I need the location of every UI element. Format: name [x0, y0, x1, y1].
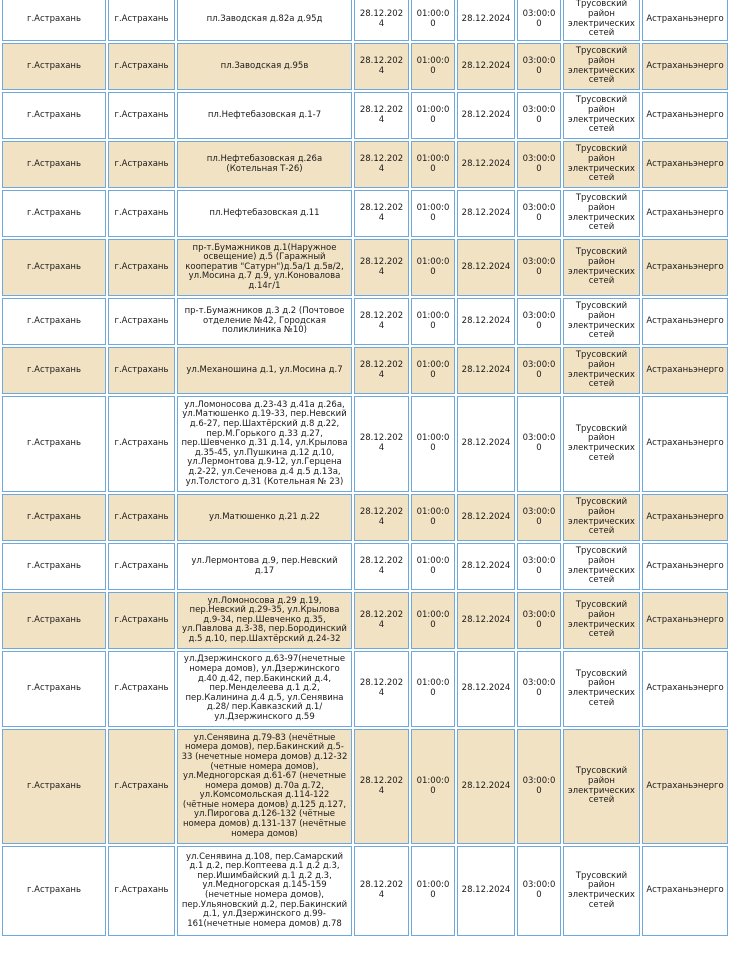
city-cell: г.Астрахань — [2, 298, 106, 345]
start-time-cell: 01:00:00 — [411, 190, 455, 237]
district-cell: Трусовский район электрических сетей — [563, 141, 640, 188]
table-body — [2, 0, 728, 936]
table-row — [2, 43, 728, 90]
start-date-cell: 28.12.2024 — [354, 190, 409, 237]
address-cell: пл.Нефтебазовская д.1-7 — [177, 92, 352, 139]
organization-cell: Астраханьэнерго — [642, 298, 728, 345]
end-date-cell: 28.12.2024 — [457, 43, 515, 90]
start-date-cell: 28.12.2024 — [354, 651, 409, 727]
end-date-cell: 28.12.2024 — [457, 298, 515, 345]
city-cell-2: г.Астрахань — [108, 141, 175, 188]
table-row — [2, 0, 728, 41]
address-cell: пр-т.Бумажников д.1(Наружное освещение) д.5 (Гаражный кооператив "Сатурн")д.5а/1 д.5в/2, ул.Мосина д.7 д.9, ул.Коновалова д.14г/1 — [177, 239, 352, 296]
address-cell: пл.Нефтебазовская д.26а (Котельная Т-26) — [177, 141, 352, 188]
table-row — [2, 846, 728, 936]
address-cell: ул.Ломоносова д.23-43 д.41а д.26а, ул.Матюшенко д.19-33, пер.Невский д.6-27, пер.Шахтёрский д.8 д.22, пер.М.Горького д.33 д.27, пер.Шевченко д.31 д.14, ул.Крылова д.35-45, ул.Пушкина д.12 д.10, ул.Лермонтова д.9-12, ул.Герцена д.2-22, ул.Сеченова д.4 д.5 д.13а, ул.Толстого д.31 (Котельная № 23) — [177, 396, 352, 492]
start-date-cell: 28.12.2024 — [354, 543, 409, 590]
city-cell-2: г.Астрахань — [108, 494, 175, 541]
city-cell-2: г.Астрахань — [108, 543, 175, 590]
organization-cell: Астраханьэнерго — [642, 592, 728, 649]
end-date-cell: 28.12.2024 — [457, 846, 515, 936]
district-cell: Трусовский район электрических сетей — [563, 729, 640, 844]
table-row — [2, 92, 728, 139]
city-cell: г.Астрахань — [2, 592, 106, 649]
city-cell: г.Астрахань — [2, 141, 106, 188]
end-date-cell: 28.12.2024 — [457, 729, 515, 844]
start-date-cell: 28.12.2024 — [354, 347, 409, 394]
table-row — [2, 298, 728, 345]
table-row — [2, 141, 728, 188]
city-cell-2: г.Астрахань — [108, 92, 175, 139]
start-date-cell: 28.12.2024 — [354, 92, 409, 139]
district-cell: Трусовский район электрических сетей — [563, 543, 640, 590]
start-time-cell: 01:00:00 — [411, 651, 455, 727]
end-date-cell: 28.12.2024 — [457, 396, 515, 492]
end-date-cell: 28.12.2024 — [457, 141, 515, 188]
organization-cell: Астраханьэнерго — [642, 651, 728, 727]
organization-cell: Астраханьэнерго — [642, 729, 728, 844]
address-cell: пл.Заводская д.82а д.95д — [177, 0, 352, 41]
start-date-cell: 28.12.2024 — [354, 846, 409, 936]
end-date-cell: 28.12.2024 — [457, 494, 515, 541]
start-date-cell: 28.12.2024 — [354, 494, 409, 541]
city-cell: г.Астрахань — [2, 543, 106, 590]
city-cell: г.Астрахань — [2, 190, 106, 237]
start-time-cell: 01:00:00 — [411, 141, 455, 188]
city-cell-2: г.Астрахань — [108, 396, 175, 492]
start-date-cell: 28.12.2024 — [354, 592, 409, 649]
end-time-cell: 03:00:00 — [517, 494, 561, 541]
start-time-cell: 01:00:00 — [411, 92, 455, 139]
end-time-cell: 03:00:00 — [517, 846, 561, 936]
start-time-cell: 01:00:00 — [411, 347, 455, 394]
district-cell: Трусовский район электрических сетей — [563, 494, 640, 541]
organization-cell: Астраханьэнерго — [642, 239, 728, 296]
organization-cell: Астраханьэнерго — [642, 543, 728, 590]
table-row — [2, 347, 728, 394]
city-cell-2: г.Астрахань — [108, 651, 175, 727]
end-time-cell: 03:00:00 — [517, 43, 561, 90]
address-cell: ул.Матюшенко д.21 д.22 — [177, 494, 352, 541]
end-date-cell: 28.12.2024 — [457, 0, 515, 41]
city-cell-2: г.Астрахань — [108, 298, 175, 345]
address-cell: пл.Нефтебазовская д.11 — [177, 190, 352, 237]
city-cell: г.Астрахань — [2, 239, 106, 296]
city-cell-2: г.Астрахань — [108, 846, 175, 936]
district-cell: Трусовский район электрических сетей — [563, 92, 640, 139]
start-time-cell: 01:00:00 — [411, 494, 455, 541]
end-time-cell: 03:00:00 — [517, 543, 561, 590]
city-cell: г.Астрахань — [2, 494, 106, 541]
start-time-cell: 01:00:00 — [411, 396, 455, 492]
organization-cell: Астраханьэнерго — [642, 494, 728, 541]
start-time-cell: 01:00:00 — [411, 543, 455, 590]
city-cell: г.Астрахань — [2, 729, 106, 844]
end-date-cell: 28.12.2024 — [457, 592, 515, 649]
start-time-cell: 01:00:00 — [411, 729, 455, 844]
address-cell: пр-т.Бумажников д.3 д.2 (Почтовое отделение №42, Городская поликлиника №10) — [177, 298, 352, 345]
address-cell: пл.Заводская д.95в — [177, 43, 352, 90]
end-time-cell: 03:00:00 — [517, 651, 561, 727]
address-cell: ул.Механошина д.1, ул.Мосина д.7 — [177, 347, 352, 394]
end-date-cell: 28.12.2024 — [457, 651, 515, 727]
district-cell: Трусовский район электрических сетей — [563, 298, 640, 345]
end-time-cell: 03:00:00 — [517, 592, 561, 649]
start-date-cell: 28.12.2024 — [354, 0, 409, 41]
start-date-cell: 28.12.2024 — [354, 729, 409, 844]
city-cell-2: г.Астрахань — [108, 592, 175, 649]
district-cell: Трусовский район электрических сетей — [563, 347, 640, 394]
start-time-cell: 01:00:00 — [411, 846, 455, 936]
district-cell: Трусовский район электрических сетей — [563, 43, 640, 90]
start-time-cell: 01:00:00 — [411, 298, 455, 345]
end-time-cell: 03:00:00 — [517, 347, 561, 394]
district-cell: Трусовский район электрических сетей — [563, 846, 640, 936]
start-date-cell: 28.12.2024 — [354, 43, 409, 90]
organization-cell: Астраханьэнерго — [642, 347, 728, 394]
table-row — [2, 190, 728, 237]
organization-cell: Астраханьэнерго — [642, 43, 728, 90]
district-cell: Трусовский район электрических сетей — [563, 396, 640, 492]
city-cell-2: г.Астрахань — [108, 347, 175, 394]
address-cell: ул.Лермонтова д.9, пер.Невский д.17 — [177, 543, 352, 590]
end-time-cell: 03:00:00 — [517, 396, 561, 492]
city-cell: г.Астрахань — [2, 347, 106, 394]
city-cell-2: г.Астрахань — [108, 729, 175, 844]
city-cell-2: г.Астрахань — [108, 190, 175, 237]
organization-cell: Астраханьэнерго — [642, 92, 728, 139]
district-cell: Трусовский район электрических сетей — [563, 239, 640, 296]
end-time-cell: 03:00:00 — [517, 190, 561, 237]
city-cell: г.Астрахань — [2, 846, 106, 936]
organization-cell: Астраханьэнерго — [642, 396, 728, 492]
end-date-cell: 28.12.2024 — [457, 543, 515, 590]
city-cell: г.Астрахань — [2, 0, 106, 41]
end-date-cell: 28.12.2024 — [457, 190, 515, 237]
end-date-cell: 28.12.2024 — [457, 239, 515, 296]
start-time-cell: 01:00:00 — [411, 0, 455, 41]
address-cell: ул.Ломоносова д.29 д.19, пер.Невский д.29-35, ул.Крылова д.9-34, пер.Шевченко д.35, ул.Павлова д.3-38, пер.Бородинский д.5 д.10, пер.Шахтёрский д.24-32 — [177, 592, 352, 649]
organization-cell: Астраханьэнерго — [642, 0, 728, 41]
start-date-cell: 28.12.2024 — [354, 298, 409, 345]
table-row — [2, 592, 728, 649]
start-date-cell: 28.12.2024 — [354, 141, 409, 188]
district-cell: Трусовский район электрических сетей — [563, 190, 640, 237]
city-cell: г.Астрахань — [2, 396, 106, 492]
table-row — [2, 396, 728, 492]
end-time-cell: 03:00:00 — [517, 239, 561, 296]
city-cell-2: г.Астрахань — [108, 239, 175, 296]
district-cell: Трусовский район электрических сетей — [563, 651, 640, 727]
table-row — [2, 494, 728, 541]
start-date-cell: 28.12.2024 — [354, 396, 409, 492]
end-time-cell: 03:00:00 — [517, 729, 561, 844]
city-cell-2: г.Астрахань — [108, 0, 175, 41]
table-row — [2, 729, 728, 844]
city-cell-2: г.Астрахань — [108, 43, 175, 90]
start-date-cell: 28.12.2024 — [354, 239, 409, 296]
table-row — [2, 651, 728, 727]
address-cell: ул.Дзержинского д.63-97(нечетные номера домов), ул.Дзержинского д.40 д.42, пер.Бакинский д.4, пер.Менделеева д.1 д.2, пер.Калинина д.4 д.5, ул.Сенявина д.28/ пер.Кавказский д.1/ ул.Дзержинского д.59 — [177, 651, 352, 727]
district-cell: Трусовский район электрических сетей — [563, 0, 640, 41]
organization-cell: Астраханьэнерго — [642, 846, 728, 936]
end-time-cell: 03:00:00 — [517, 298, 561, 345]
city-cell: г.Астрахань — [2, 651, 106, 727]
table-row — [2, 543, 728, 590]
start-time-cell: 01:00:00 — [411, 239, 455, 296]
start-time-cell: 01:00:00 — [411, 43, 455, 90]
table-row — [2, 239, 728, 296]
start-time-cell: 01:00:00 — [411, 592, 455, 649]
organization-cell: Астраханьэнерго — [642, 190, 728, 237]
organization-cell: Астраханьэнерго — [642, 141, 728, 188]
end-date-cell: 28.12.2024 — [457, 347, 515, 394]
address-cell: ул.Сенявина д.79-83 (нечётные номера домов), пер.Бакинский д.5-33 (нечетные номера домов) д.12-32 (четные номера домов), ул.Медногорская д.61-67 (нечетные номера домов) д.70а д.72, ул.Комсомольская д.114-122 (чётные номера домов) д.125 д.127, ул.Пирогова д.126-132 (чётные номера домов) д.131-137 (нечётные номера домов) — [177, 729, 352, 844]
end-time-cell: 03:00:00 — [517, 0, 561, 41]
city-cell: г.Астрахань — [2, 92, 106, 139]
address-cell: ул.Сенявина д.108, пер.Самарский д.1 д.2, пер.Коптеева д.1 д.2 д.3, пер.Ишимбайский д.1 д.2 д.3, ул.Медногорская д.145-159 (нечетные номера домов), пер.Ульяновский д.2, пер.Бакинский д.1, ул.Дзержинского д.99-161(нечетные номера домов) д.78 — [177, 846, 352, 936]
end-time-cell: 03:00:00 — [517, 92, 561, 139]
city-cell: г.Астрахань — [2, 43, 106, 90]
end-time-cell: 03:00:00 — [517, 141, 561, 188]
end-date-cell: 28.12.2024 — [457, 92, 515, 139]
district-cell: Трусовский район электрических сетей — [563, 592, 640, 649]
